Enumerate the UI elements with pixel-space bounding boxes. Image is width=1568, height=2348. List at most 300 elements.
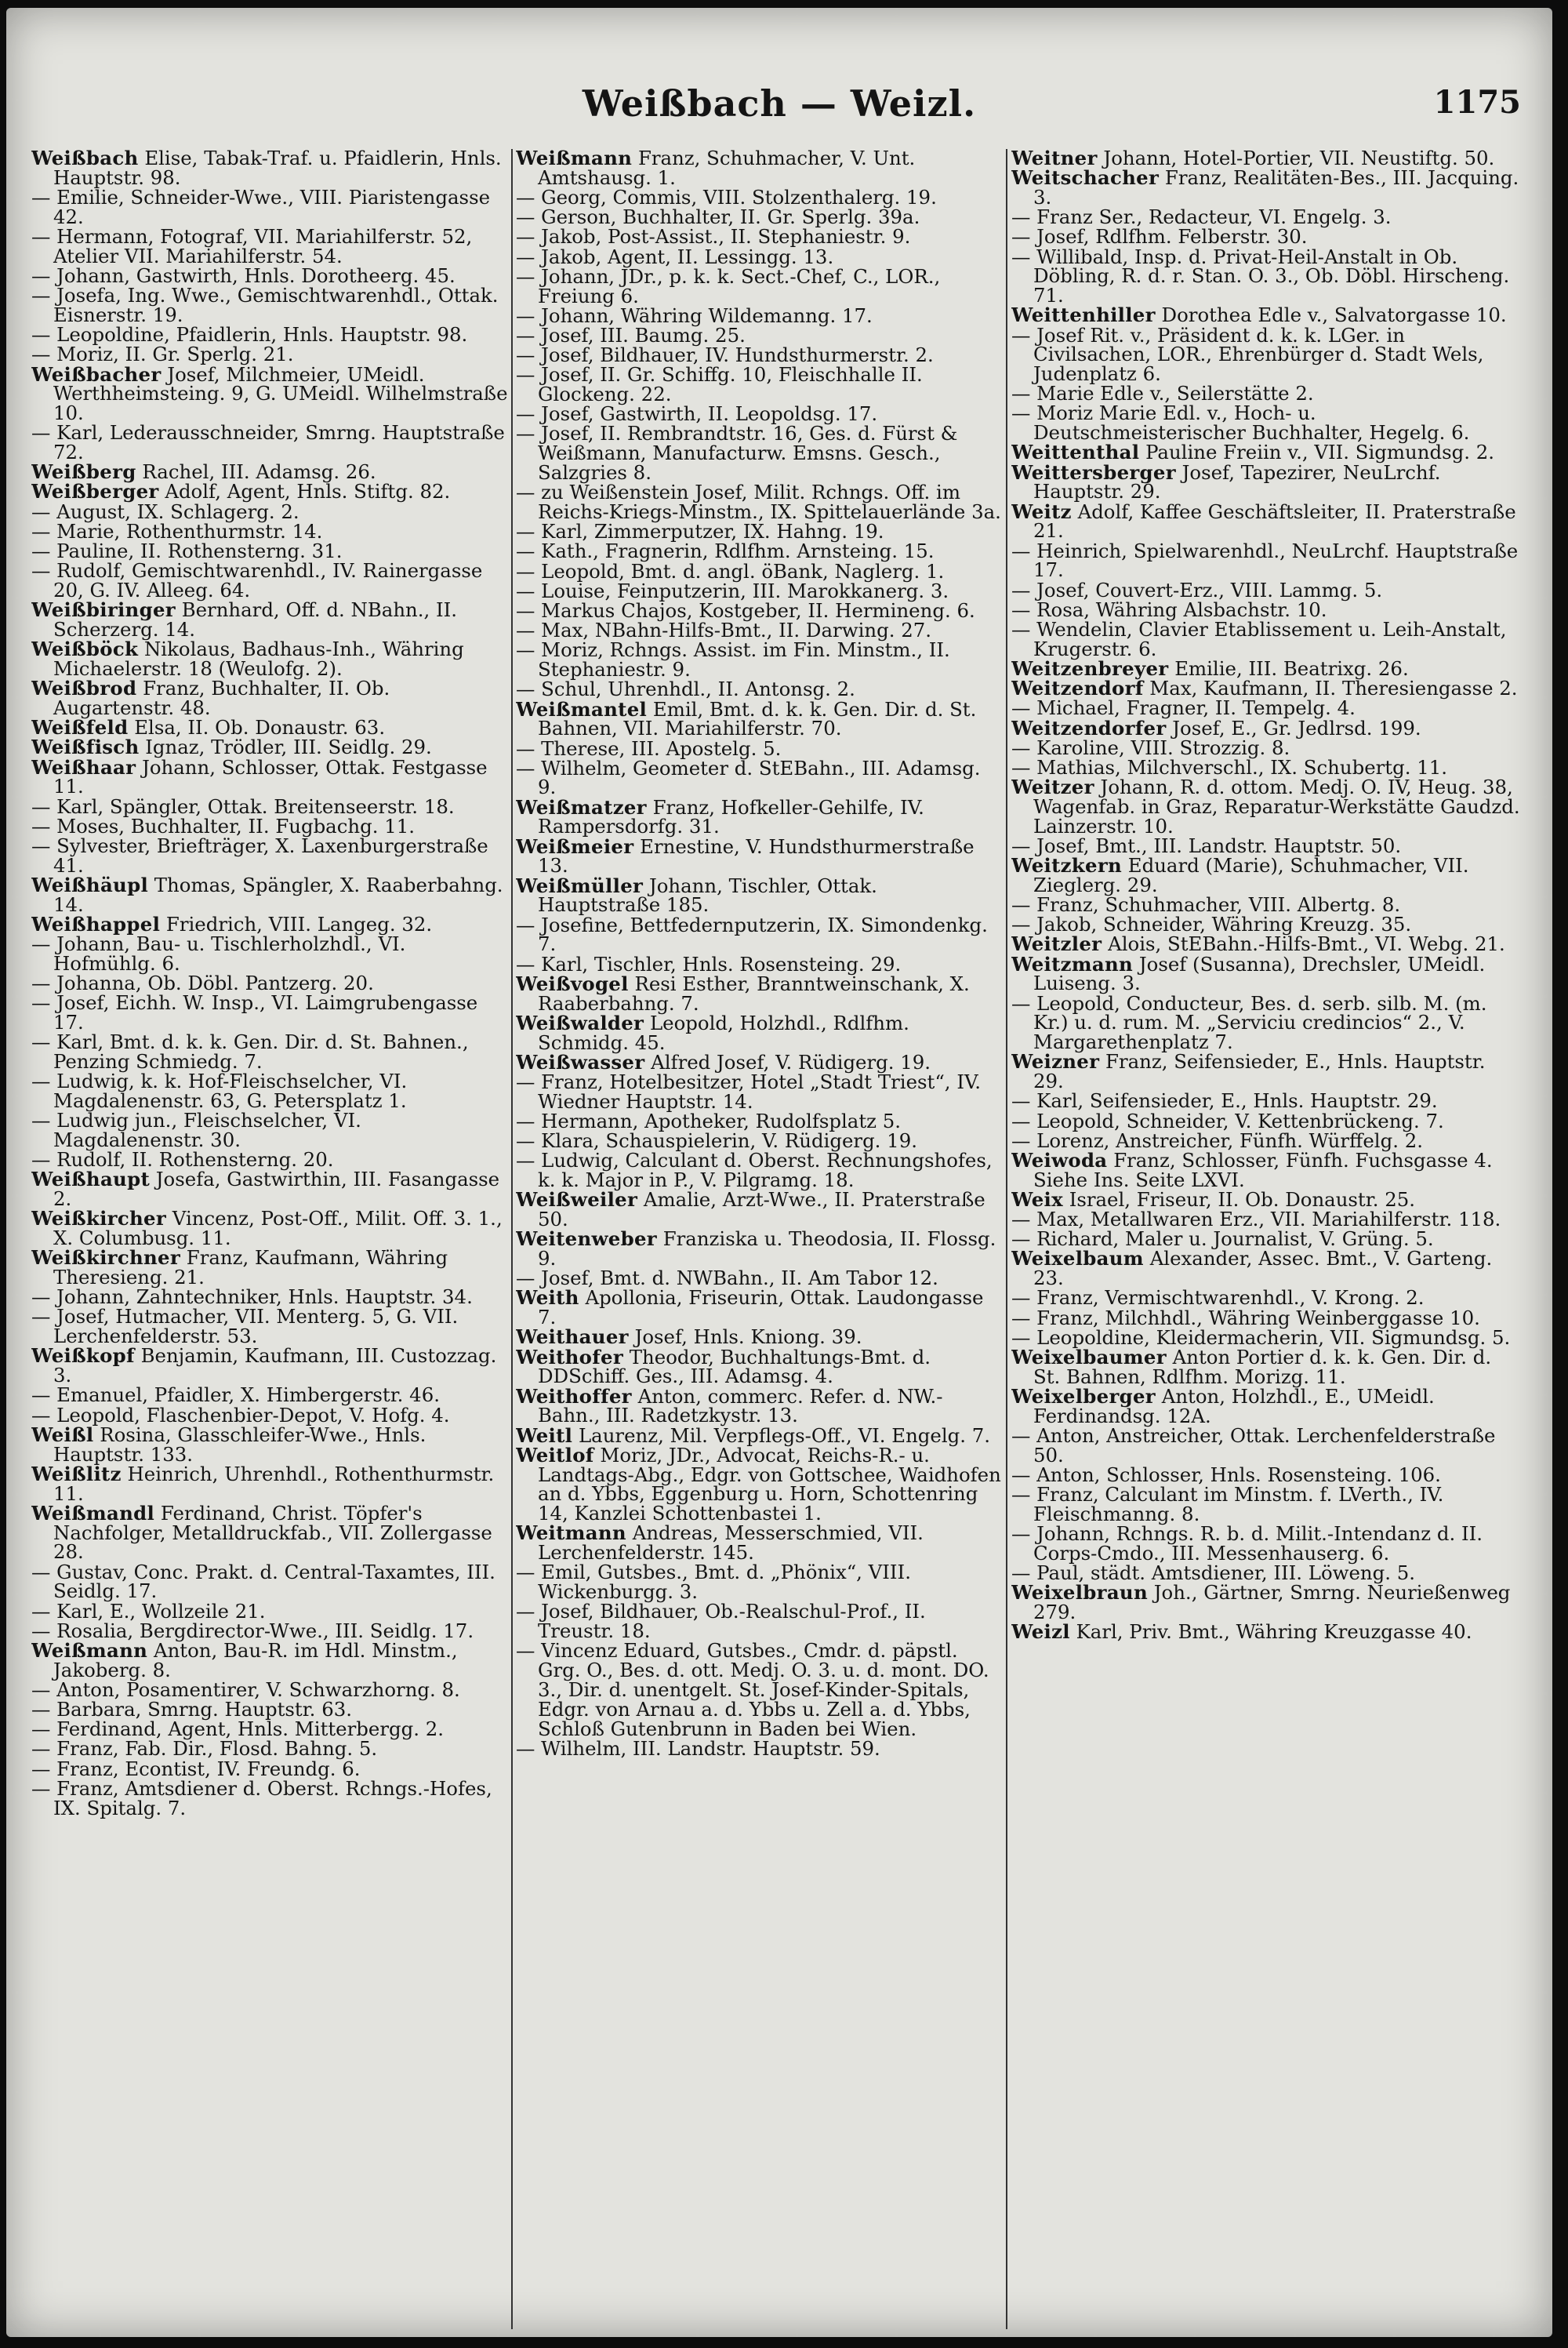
directory-entry [516,1070,1002,1113]
entry-text: — August, IX. Schlagerg. 2. [31,500,299,523]
directory-entry [31,1677,510,1701]
directory-entry [1011,617,1521,660]
entry-surname: Weixelbraun [1011,1581,1148,1605]
directory-entry [516,149,1002,188]
entry-text: — Josef, Bildhauer, Ob.-Realschul-Prof., II. Treustr. 18. [516,1600,926,1643]
entry-text: — Johann, Gastwirth, Hnls. Dorotheerg. 45. [31,264,456,287]
directory-entry [1011,460,1521,503]
directory-entry [31,185,510,228]
entry-text: Elise, Tabak-Traf. u. Pfaidlerin, Hnls. Hauptstr. 98. [53,149,502,189]
entry-surname: Weitzmann [1011,952,1134,976]
directory-entry [31,991,510,1034]
directory-entry [31,1638,510,1681]
directory-entry [31,1285,510,1309]
entry-text: — Franz, Hotelbesitzer, Hotel „Stadt Triest“, IV. Wiedner Hauptstr. 14. [516,1070,982,1113]
entry-text: Thomas, Spängler, X. Raaberbahng. 14. [53,873,503,916]
entry-text: — Marie, Rothenthurmstr. 14. [31,519,323,543]
directory-entry [1011,856,1521,896]
entry-text: Vincenz, Post-Off., Milit. Off. 3. 1., X. Columbusg. 11. [53,1207,503,1250]
entry-text: — Emilie, Schneider-Wwe., VIII. Piaristengasse 42. [31,185,491,228]
entry-text: — Franz, Calculant im Minstm. f. LVerth., IV. Fleischmanng. 8. [1011,1483,1444,1525]
entry-text: — Leopoldine, Kleidermacherin, VII. Sigmundsg. 5. [1011,1325,1511,1349]
entry-surname: Weißbacher [31,362,162,386]
entry-text: — zu Weißenstein Josef, Milit. Rchngs. Off. im Reichs-Kriegs-Minstm., IX. Spittelauerlände 3a. [516,481,1001,524]
directory-entry [31,1307,510,1347]
directory-entry [31,1619,510,1642]
directory-entry [516,1151,1002,1190]
entry-text: — Josef, Bmt., III. Landstr. Hauptstr. 50. [1011,834,1402,857]
entry-text: — Rudolf, II. Rothensterng. 20. [31,1148,334,1172]
entry-surname: Weitl [516,1423,573,1447]
entry-surname: Weißmann [516,149,633,169]
entry-text: — Rosalia, Bergdirector-Wwe., III. Seidlg. 17. [31,1619,474,1642]
directory-entry [1011,245,1521,307]
entry-surname: Weith [516,1286,579,1310]
directory-entry [516,598,1002,622]
entry-text: — Rudolf, Gemischtwarenhdl., IV. Rainergasse 20, G. IV. Alleeg. 64. [31,559,483,602]
directory-entry [516,913,1002,956]
entry-text: — Georg, Commis, VIII. Stolzenthalerg. 19. [516,185,937,209]
entry-text: Franz, Seifensieder, E., Hnls. Hauptstr. 29. [1033,1050,1486,1093]
entry-surname: Weißweiler [516,1188,638,1212]
directory-entry [31,1209,510,1249]
directory-entry [31,1344,510,1387]
entry-text: Franz, Kaufmann, Währing Theresieng. 21. [53,1246,448,1289]
entry-text: — Johanna, Ob. Döbl. Pantzerg. 20. [31,972,374,995]
directory-entry [1011,893,1521,917]
entry-surname: Weißmantel [516,697,648,721]
entry-text: Friedrich, VIII. Langeg. 32. [165,912,433,936]
entry-text: Adolf, Kaffee Geschäftsleiter, II. Praterstraße 21. [1033,500,1516,543]
directory-entry [1011,323,1521,386]
entry-text: Josef, Milchmeier, UMeidl. Werthheimsteing. 9, G. UMeidl. Wilhelmstraße 10. [53,362,508,425]
entry-text: — Franz, Amtsdiener d. Oberst. Rchngs.-Hofes, IX. Spitalg. 7. [31,1776,492,1819]
entry-text: — Anton, Anstreicher, Ottak. Lerchenfelderstraße 50. [1011,1423,1496,1467]
entry-surname: Weißkopf [31,1344,135,1368]
entry-surname: Weitlof [516,1443,594,1467]
entry-text: — Richard, Maler u. Journalist, V. Grüng. 5. [1011,1227,1434,1251]
entry-text: — Gustav, Conc. Prakt. d. Central-Taxamtes, III. Seidlg. 17. [31,1560,495,1603]
directory-entry [31,1111,510,1150]
entry-surname: Weißbach [31,149,139,169]
entry-text: Nikolaus, Badhaus-Inh., Währing Michaelerstr. 18 (Weulofg. 2). [53,638,464,680]
entry-text: — Josefine, Bettfedernputzerin, IX. Simondenkg. 7. [516,913,988,956]
entry-text: Alois, StEBahn.-Hilfs-Bmt., VI. Webg. 21. [1108,932,1505,956]
directory-entry [1011,656,1521,680]
entry-text: — Franz, Milchhdl., Währing Weinberggasse 10. [1011,1306,1480,1329]
directory-entry [31,1462,510,1505]
directory-entry [516,1736,1002,1760]
entry-surname: Weithauer [516,1325,629,1349]
entry-text: Moriz, JDr., Advocat, Reichs-R.- u. Landtags-Abg., Edgr. von Gottschee, Waidhofen an d. Ybbs, Eggenburg u. Horn, Schottenring 14, Kanzlei Schottenbastei 1. [538,1443,1001,1525]
entry-text: — Karl, Spängler, Ottak. Breitenseerstr. 18. [31,794,455,818]
directory-entry [31,1170,510,1209]
directory-entry [1011,1306,1521,1329]
entry-text: Israel, Friseur, II. Ob. Donaustr. 25. [1069,1187,1416,1211]
entry-text: Franz, Hofkeller-Gehilfe, IV. Rampersdorfg. 31. [538,795,924,838]
directory-entry [516,1129,1002,1153]
directory-entry [516,638,1002,682]
directory-entry [516,522,1002,542]
directory-entry [516,185,1002,209]
entry-text: — Klara, Schauspielerin, V. Rüdigerg. 19. [516,1129,917,1153]
directory-entry [1011,736,1521,759]
entry-surname: Weißbrod [31,677,137,700]
entry-text: — Emanuel, Pfaidler, X. Himbergerstr. 46. [31,1383,440,1407]
entry-text: — Max, NBahn-Hilfs-Bmt., II. Darwing. 27. [516,619,931,642]
directory-entry [516,621,1002,641]
entry-text: — Franz, Fab. Dir., Flosd. Bahng. 5. [31,1737,378,1761]
column-divider [511,149,513,2329]
directory-entry [516,1288,1002,1328]
directory-entry [516,245,1002,268]
directory-entry [31,559,510,602]
entry-text: — Johann, Währing Wildemanng. 17. [516,303,873,327]
entry-text: Ernestine, V. Hundsthurmerstraße 13. [538,834,975,878]
directory-entry [1011,1522,1521,1565]
directory-entry [31,345,510,365]
directory-entry [516,227,1002,247]
entry-text: Johann, Tischler, Ottak. Hauptstraße 185. [538,874,877,917]
directory-entry [1011,227,1521,247]
directory-entry [31,519,510,543]
directory-entry [1011,404,1521,443]
entry-surname: Weißmeier [516,834,634,858]
entry-text: — Johann, Bau- u. Tischlerholzhdl., VI. Hofmühlg. 6. [31,932,406,975]
directory-entry [1011,696,1521,720]
directory-entry [516,1384,1002,1427]
entry-text: — Moriz Marie Edl. v., Hoch- u. Deutschmeisterischer Buchhalter, Hegelg. 6. [1011,402,1470,445]
directory-entry [1011,1463,1521,1486]
directory-entry [516,680,1002,700]
entry-surname: Weitzendorfer [1011,716,1167,740]
directory-entry [31,932,510,975]
entry-text: — Jakob, Post-Assist., II. Stephaniestr. 9. [516,225,911,249]
entry-text: — Josef, Eichh. W. Insp., VI. Laimgrubengasse 17. [31,991,478,1034]
entry-text: Franziska u. Theodosia, II. Flossg. 9. [538,1227,996,1270]
entry-text: Rosina, Glasschleifer-Wwe., Hnls. Hauptstr. 133. [53,1423,426,1466]
directory-entry [516,422,1002,485]
directory-entry [31,738,510,758]
directory-entry [1011,1325,1521,1349]
directory-entry [31,1246,510,1289]
entry-surname: Weitz [1011,500,1072,523]
directory-entry [516,1345,1002,1388]
directory-entry [516,1602,1002,1641]
directory-entry [516,1641,1002,1739]
directory-entry [1011,1089,1521,1113]
entry-text: Franz, Schuhmacher, V. Unt. Amtshausg. 1. [538,149,916,189]
entry-text: Josef, E., Gr. Jedlrsd. 199. [1172,716,1421,740]
entry-surname: Weißmatzer [516,795,647,819]
directory-entry [1011,500,1521,543]
entry-surname: Weißwalder [516,1011,644,1034]
entry-surname: Weittenhiller [1011,303,1156,327]
directory-entry [31,814,510,838]
entry-text: — Lorenz, Anstreicher, Fünfh. Würffelg. 2. [1011,1129,1423,1152]
entry-text: Josef, Hnls. Kniong. 39. [634,1325,862,1349]
directory-entry [31,755,510,798]
entry-surname: Weithofer [516,1345,624,1368]
directory-entry [1011,1423,1521,1467]
entry-text: — Emil, Gutsbes., Bmt. d. „Phönix“, VIII. Wickenburgg. 3. [516,1561,911,1604]
entry-surname: Weißberger [31,480,159,503]
directory-entry [516,952,1002,976]
directory-entry [31,974,510,994]
entry-surname: Weißberg [31,460,136,484]
entry-text: Rachel, III. Adamsg. 26. [142,460,376,484]
entry-text: Ignaz, Trödler, III. Seidlg. 29. [145,736,432,759]
entry-text: — Kath., Fragnerin, Rdlfhm. Arnsteing. 15. [516,540,935,563]
directory-entry [1011,778,1521,836]
column-right [1011,149,1521,2329]
entry-text: Laurenz, Mil. Verpflegs-Off., VI. Engelg. 7. [578,1423,991,1447]
directory-entry [31,640,510,679]
directory-entry [516,1269,1002,1288]
entry-text: — Leopold, Flaschenbier-Depot, V. Hofg. 4. [31,1403,450,1427]
directory-entry [1011,1387,1521,1427]
directory-entry [31,873,510,916]
entry-text: Franz, Schlosser, Fünfh. Fuchsgasse 4. Siehe Ins. Seite LXVI. [1033,1148,1493,1191]
directory-entry [31,460,510,484]
entry-text: — Jakob, Agent, II. Lessingg. 13. [516,245,834,268]
entry-text: — Wilhelm, III. Landstr. Hauptstr. 59. [516,1736,880,1760]
entry-text: Anton Portier d. k. k. Gen. Dir. d. St. Bahnen, Rdlfhm. Morizg. 11. [1033,1346,1492,1388]
directory-entry [31,1383,510,1407]
directory-entry [1011,384,1521,404]
directory-entry [516,483,1002,522]
directory-entry [1011,1227,1521,1251]
entry-text: — Wendelin, Clavier Etablissement u. Leih-Anstalt, Krugerstr. 6. [1011,617,1507,660]
directory-entry [1011,1210,1521,1230]
directory-entry [31,1700,510,1720]
entry-text: — Ferdinand, Agent, Hnls. Mitterbergg. 2. [31,1717,444,1741]
directory-entry [516,697,1002,740]
entry-text: Josef, Tapezirer, NeuLrchf. Hauptstr. 29. [1033,460,1441,503]
entry-text: — Marie Edle v., Seilerstätte 2. [1011,382,1314,405]
entry-surname: Weißwasser [516,1050,645,1074]
directory-entry [516,1050,1002,1074]
directory-entry [1011,1187,1521,1211]
entry-text: — Schul, Uhrenhdl., II. Antonsg. 2. [516,678,855,701]
directory-entry [516,1443,1002,1525]
entry-surname: Weixelbaum [1011,1247,1144,1270]
directory-entry [516,343,1002,367]
directory-entry [1011,952,1521,995]
entry-text: — Wilhelm, Geometer d. StEBahn., III. Adamsg. 9. [516,756,981,799]
entry-text: — Paul, städt. Amtsdiener, III. Löweng. 5. [1011,1561,1416,1585]
entry-text: Alfred Josef, V. Rüdigerg. 19. [651,1050,931,1074]
directory-entry [516,264,1002,307]
entry-text: — Josef, Bildhauer, IV. Hundsthurmerstr. 2. [516,343,934,367]
entry-text: — Louise, Feinputzerin, III. Marokkanerg. 3. [516,579,949,602]
directory-entry [1011,834,1521,857]
entry-text: — Ludwig, k. k. Hof-Fleischselcher, VI. Magdalenenstr. 63, G. Petersplatz 1. [31,1070,408,1112]
directory-entry [1011,1288,1521,1308]
directory-entry [31,1776,510,1819]
entry-surname: Weißmann [31,1638,148,1662]
entry-text: Franz, Realitäten-Bes., III. Jacquing. 3. [1033,166,1519,209]
page-number: 1175 [1433,84,1521,121]
directory-entry [1011,1109,1521,1132]
entry-text: — Franz Ser., Redacteur, VI. Engelg. 3. [1011,205,1392,229]
directory-entry [1011,1583,1521,1623]
entry-text: Heinrich, Uhrenhdl., Rothenthurmstr. 11. [53,1462,495,1505]
directory-entry [31,1717,510,1741]
entry-text: Max, Kaufmann, II. Theresiengasse 2. [1149,677,1518,700]
entry-surname: Weizl [1011,1620,1070,1644]
directory-entry [31,542,510,562]
directory-entry [1011,443,1521,463]
entry-surname: Weißhaupt [31,1168,151,1191]
entry-surname: Weitzkern [1011,854,1123,878]
directory-entry [516,795,1002,838]
directory-entry [31,500,510,523]
directory-page [6,8,1552,2337]
directory-entry [1011,1249,1521,1288]
directory-entry [516,542,1002,562]
entry-text: — Karl, Lederausschneider, Smrng. Hauptstraße 72. [31,421,505,464]
directory-entry [31,1739,510,1759]
entry-text: Benjamin, Kaufmann, III. Custozzag. 3. [53,1344,497,1387]
entry-surname: Weißfisch [31,736,140,759]
directory-entry [1011,598,1521,621]
entry-surname: Weißkirchner [31,1246,181,1270]
directory-entry [31,1403,510,1427]
entry-text: Resi Esther, Branntweinschank, X. Raaberbahng. 7. [538,972,970,1015]
entry-text: — Josef, Hutmacher, VII. Menterg. 5, G. VII. Lerchenfelderstr. 53. [31,1305,459,1348]
directory-entry [31,1423,510,1466]
directory-entry [31,482,510,502]
entry-surname: Weitzer [1011,776,1094,799]
directory-entry [1011,1485,1521,1525]
entry-surname: Weitzler [1011,932,1102,956]
entry-text: Joh., Gärtner, Smrng. Neurießenweg 279. [1033,1581,1511,1624]
directory-entry [31,718,510,738]
directory-entry [31,679,510,718]
column-left [31,149,510,2329]
directory-entry [31,286,510,325]
entry-surname: Weißkircher [31,1207,166,1230]
entry-text: Eduard (Marie), Schuhmacher, VII. Zieglerg. 29. [1033,854,1469,896]
column-middle [516,149,1002,2329]
entry-text: Franz, Buchhalter, II. Ob. Augartenstr. 48. [53,677,390,719]
entry-surname: Weithoffer [516,1384,632,1408]
entry-text: — Karl, Seifensieder, E., Hnls. Hauptstr. 29. [1011,1089,1438,1113]
entry-text: — Johann, Rchngs. R. b. d. Milit.-Intendanz d. II. Corps-Cmdo., III. Messenhauserg. 6. [1011,1522,1483,1565]
directory-entry [516,1190,1002,1230]
entry-text: — Moriz, II. Gr. Sperlg. 21. [31,343,294,366]
directory-entry [516,402,1002,426]
entry-text: Alexander, Assec. Bmt., V. Garteng. 23. [1033,1247,1493,1290]
directory-entry [516,1423,1002,1447]
entry-surname: Weixelberger [1011,1385,1156,1408]
directory-entry [31,1072,510,1111]
entry-text: Emil, Bmt. d. k. k. Gen. Dir. d. St. Bahnen, VII. Mariahilferstr. 70. [538,697,977,740]
directory-entry [31,1560,510,1603]
entry-text: — Anton, Posamentirer, V. Schwarzhorng. 8. [31,1677,460,1701]
entry-text: — Franz, Vermischtwarenhdl., V. Krong. 2. [1011,1286,1425,1310]
entry-text: — Hermann, Fotograf, VII. Mariahilferstr. 52, Atelier VII. Mariahilferstr. 54. [31,224,473,267]
directory-entry [516,834,1002,878]
directory-entry [31,362,510,425]
entry-surname: Weißmüller [516,874,644,897]
entry-text: Johann, Hotel-Portier, VII. Neustiftg. 50. [1103,149,1495,169]
entry-text: — Pauline, II. Rothensterng. 31. [31,540,343,563]
entry-text: Josef (Susanna), Drechsler, UMeidl. Luiseng. 3. [1033,952,1486,995]
entry-text: — Josef, II. Gr. Schiffg. 10, Fleischhalle II. Glockeng. 22. [516,363,923,406]
directory-entry [516,1109,1002,1132]
entry-text: — Johann, JDr., p. k. k. Sect.-Chef, C., LOR., Freiung 6. [516,264,941,307]
entry-surname: Weißböck [31,638,139,661]
entry-text: — Rosa, Währing Alsbachstr. 10. [1011,598,1327,621]
column-divider [1006,149,1007,2329]
entry-text: — Barbara, Smrng. Hauptstr. 63. [31,1698,352,1721]
entry-text: Elsa, II. Ob. Donaustr. 63. [134,716,386,740]
entry-text: Leopold, Holzhdl., Rdlfhm. Schmidg. 45. [538,1011,909,1054]
entry-text: Emilie, III. Beatrixg. 26. [1174,656,1409,680]
entry-text: — Vincenz Eduard, Gutsbes., Cmdr. d. päpstl. Grg. O., Bes. d. ott. Medj. O. 3. u. d. mont. DO. 3., Dir. d. unentgelt. St. Josef-Kinder-Spitals, Edgr. von Arnau a. d. Ybbs u. Zell a. d. Ybbs, Schloß Gutenbrunn in Baden bei Wien. [516,1639,989,1740]
directory-entry [516,874,1002,917]
entry-text: Johann, Schlosser, Ottak. Festgasse 11. [53,755,488,798]
directory-entry [1011,1348,1521,1387]
entry-surname: Weißvogel [516,972,629,995]
directory-entry [1011,932,1521,956]
directory-entry [1011,1620,1521,1644]
entry-text: — Franz, Schuhmacher, VIII. Albertg. 8. [1011,893,1401,917]
entry-text: Johann, R. d. ottom. Medj. O. IV, Heug. 38, Wagenfab. in Graz, Reparatur-Werkstätte Gaudzd. Lainzerstr. 10. [1033,776,1520,838]
entry-text: Pauline Freiin v., VII. Sigmundsg. 2. [1145,441,1494,464]
entry-text: Bernhard, Off. d. NBahn., II. Scherzerg. 14. [53,598,458,641]
entry-text: — Leopold, Schneider, V. Kettenbrückeng. 7. [1011,1109,1444,1132]
directory-entry [31,423,510,463]
entry-text: — Leopold, Bmt. d. angl. öBank, Naglerg. 1. [516,559,945,583]
entry-text: — Karl, E., Wollzeile 21. [31,1599,266,1623]
entry-surname: Weißfeld [31,716,129,740]
directory-entry [1011,1561,1521,1585]
directory-entry [31,1150,510,1170]
entry-surname: Weitzenbreyer [1011,656,1169,680]
directory-entry [1011,303,1521,327]
entry-text: — Ludwig, Calculant d. Oberst. Rechnungshofes, k. k. Major in P., V. Pilgramg. 18. [516,1149,993,1192]
entry-text: — Moriz, Rchngs. Assist. im Fin. Minstm., II. Stephaniestr. 9. [516,638,950,682]
directory-entry [516,205,1002,229]
directory-entry [1011,578,1521,602]
entry-surname: Weitschacher [1011,166,1160,190]
entry-text: — Willibald, Insp. d. Privat-Heil-Anstalt in Ob. Döbling, R. d. r. Stan. O. 3., Ob. Döbl. Hirscheng. 71. [1011,245,1510,307]
directory-entry [1011,539,1521,582]
entry-text: Ferdinand, Christ. Töpfer's Nachfolger, Metalldruckfab., VII. Zollergasse 28. [53,1501,492,1564]
entry-text: Dorothea Edle v., Salvatorgasse 10. [1161,303,1507,327]
directory-entry [31,598,510,641]
entry-text: Karl, Priv. Bmt., Währing Kreuzgasse 40. [1076,1620,1472,1644]
entry-text: — Johann, Zahntechniker, Hnls. Hauptstr. 34. [31,1285,473,1309]
entry-surname: Weiwoda [1011,1148,1108,1172]
entry-text: — Markus Chajos, Kostgeber, II. Hermineng. 6. [516,598,975,622]
entry-text: — Josef, III. Baumg. 25. [516,323,746,347]
entry-text: — Josefa, Ing. Wwe., Gemischtwarenhdl., Ottak. Eisnerstr. 19. [31,284,499,326]
entry-text: — Josef, Bmt. d. NWBahn., II. Am Tabor 12. [516,1267,938,1290]
entry-text: — Josef, Couvert-Erz., VIII. Lammg. 5. [1011,578,1383,602]
entry-text: — Josef, Gastwirth, II. Leopoldsg. 17. [516,402,878,426]
entry-text: — Gerson, Buchhalter, II. Gr. Sperlg. 39a. [516,205,920,229]
entry-surname: Weitzendorf [1011,677,1144,700]
directory-entry [516,736,1002,760]
directory-entry [1011,755,1521,779]
directory-entry [516,1563,1002,1602]
entry-surname: Weißhaar [31,755,136,779]
directory-entry [31,149,510,188]
